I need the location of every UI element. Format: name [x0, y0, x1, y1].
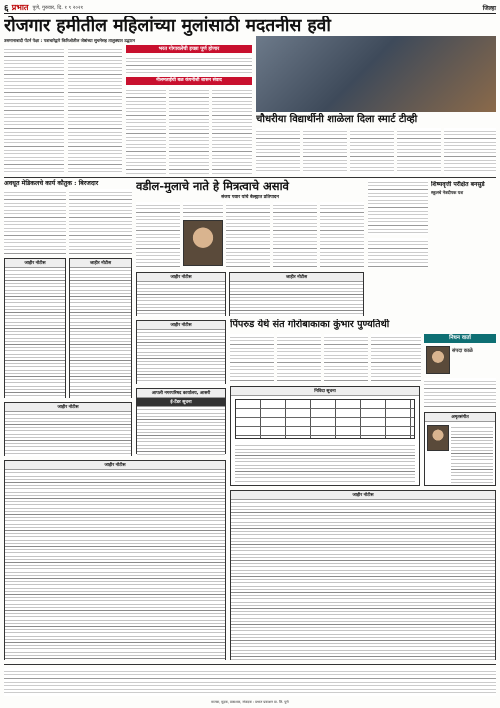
obituary-header: निधन वार्ता	[424, 334, 496, 343]
middle-col-4	[273, 202, 317, 268]
notice-box-8	[230, 490, 496, 660]
left-headline: अवधूत मेडिकलचे कार्य कौतुक : बिरजदार	[4, 180, 99, 187]
notice-box-4	[229, 272, 364, 316]
notice-label-3: जाहीर नोटीस	[137, 273, 225, 282]
left-col-2	[69, 189, 132, 255]
notice-box-7	[4, 460, 226, 660]
footer-rule	[4, 664, 496, 665]
divider-1	[4, 177, 496, 178]
shokakul-box	[424, 412, 496, 486]
notice-label-2: जाहीर नोटीस	[70, 259, 131, 268]
notice-box-6	[4, 402, 132, 456]
middle-col-5	[320, 202, 364, 268]
school-photo	[256, 36, 496, 112]
date-line: पुणे, गुरुवार, दि. १ ९ २०२१	[32, 4, 84, 11]
main-text-col-3	[126, 55, 252, 75]
scholarship-subhead: स्कूलचे नेत्रदीपक यश	[431, 190, 464, 195]
fair-headline: पिंपरुड येथे संत गोरोबाकाका कुंभार पुण्यतिथी	[230, 319, 390, 330]
tender-table	[235, 399, 415, 439]
notice-label-7: जाहीर नोटीस	[5, 461, 225, 470]
speaker-photo	[183, 220, 223, 266]
notice-box-1	[4, 258, 66, 398]
shokakul-portrait	[427, 425, 449, 451]
school-col-2	[303, 128, 347, 174]
school-col-5	[444, 128, 496, 174]
right-small-story-1	[368, 179, 428, 235]
notice-label-8: जाहीर नोटीस	[231, 491, 495, 500]
fair-col-3	[324, 334, 368, 382]
page-number: ६	[4, 4, 9, 14]
left-col-1	[4, 189, 66, 255]
middle-col-1	[136, 202, 180, 268]
main-subhead: उसमानाबादी पॅटर्न पेक्षा : पत्राचारेद्वारे किरिओतील जेष्ठांच्या सुचनेसह तालुक्यात उद्घाटन	[4, 38, 135, 43]
school-col-4	[397, 128, 441, 174]
middle-headline: वडील-मुलाचे नाते हे मित्रत्वाचे असावे	[136, 179, 289, 193]
middle-col-2	[183, 202, 223, 218]
paper-name: प्रभात	[11, 3, 29, 12]
shokakul-title: अमृतसंगीत	[425, 413, 495, 422]
notice-label-4: जाहीर नोटीस	[230, 273, 363, 282]
school-col-1	[256, 128, 300, 174]
obituary-text	[424, 378, 496, 408]
office-subtitle: ई-टेंडर सूचना	[137, 398, 225, 407]
main-text-col-6	[212, 87, 252, 174]
obituary-portrait	[426, 346, 450, 374]
middle-subhead: संजय पवार यांचे बेल्ह्यात प्रतिपादन	[221, 195, 279, 200]
middle-col-3	[226, 202, 270, 268]
main-text-col-4	[126, 87, 166, 174]
tender-title: निविदा सूचना	[231, 387, 419, 396]
scholarship-headline: शिष्यवृत्ती परीक्षेत बनसुडे	[431, 181, 485, 188]
city-label: जिल्हा	[482, 4, 496, 12]
obituary-name: संपदा काळे	[452, 348, 473, 354]
main-banner: भरत गोगावलेंची इच्छा पूर्ण होणार	[126, 45, 252, 53]
office-title: आपली नगरपरिषद कार्यालय, आसरी	[137, 389, 225, 398]
office-box	[136, 388, 226, 454]
notice-box-3	[136, 272, 226, 316]
fair-col-2	[277, 334, 321, 382]
fair-col-4	[371, 334, 421, 382]
tender-box	[230, 386, 420, 486]
notice-label-6: जाहीर नोटीस	[5, 403, 131, 412]
main-text-col-5	[169, 87, 209, 174]
notice-label-1: जाहीर नोटीस	[5, 259, 65, 268]
main-text-col-2	[68, 46, 122, 174]
notice-box-5	[136, 320, 226, 384]
notice-box-2	[69, 258, 132, 398]
school-col-3	[350, 128, 394, 174]
footer-notice	[4, 668, 496, 696]
main-banner-2: नीलमताईंची बळ कंपनीशी शासन संवाद	[126, 77, 252, 85]
notice-label-5: जाहीर नोटीस	[137, 321, 225, 330]
right-small-story-2	[368, 238, 428, 268]
footer-line: मालक, मुद्रक, प्रकाशक, संपादक : प्रभात प्रकाशन प्रा. लि. पुणे	[211, 700, 289, 704]
school-headline: चौधरीया विद्यार्थीनी शाळेला दिला स्मार्ट टीव्ही	[256, 114, 418, 125]
fair-col-1	[230, 334, 274, 382]
main-text-col-1	[4, 46, 64, 174]
main-headline: रोजगार हमीतील महिलांच्या मुलांसाठी मदतनीस हवी	[4, 16, 331, 36]
masthead	[4, 2, 496, 14]
